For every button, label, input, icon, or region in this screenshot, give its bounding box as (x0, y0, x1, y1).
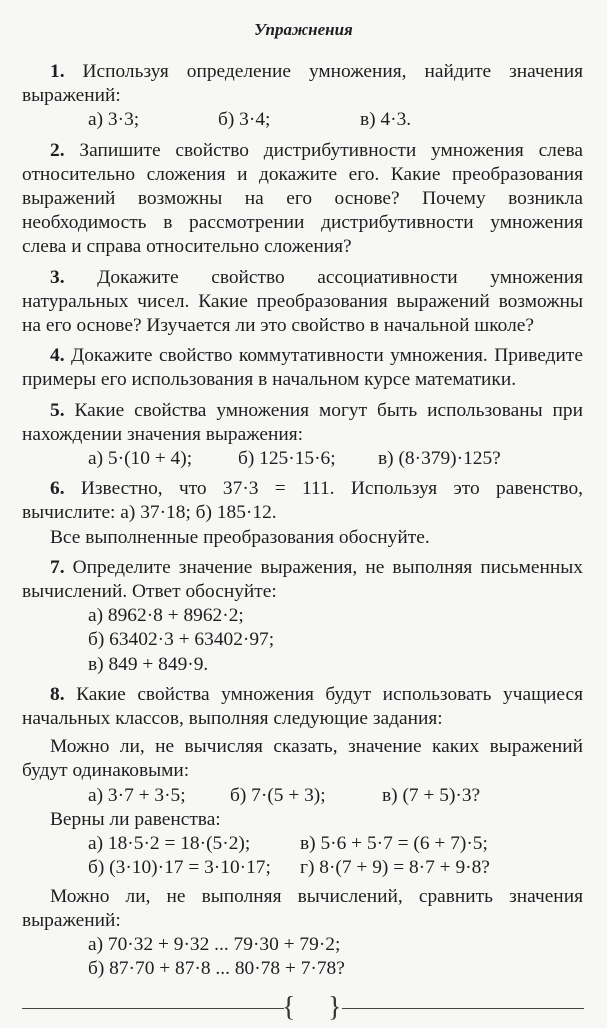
exercise-text: Запишите свойство дистрибутивности умножения слева относительно сложения и докажите его. Какие преобразования выражений возможны на его основе? Почему возникла необходимость в рассмотрении дистрибутивности умножения слева и справа относительно сложения? (22, 139, 583, 258)
option-b: б) 125·15·6; (238, 448, 336, 470)
exercise-number: 1. (50, 61, 65, 82)
item-a: а) 18·5·2 = 18·(5·2); (88, 833, 251, 855)
question-3: Можно ли, не выполняя вычислений, сравнить значения выражений: (22, 885, 583, 931)
exercise-options (22, 447, 583, 471)
option-b: б) 7·(5 + 3); (230, 784, 326, 806)
exercise-8 (22, 683, 583, 981)
exercise-text: Какие свойства умножения могут быть использованы при нахождении значения выражения: (22, 399, 583, 445)
page-number-bracket-right-icon: } (328, 992, 342, 1023)
question-1: Можно ли, не вычисляя сказать, значение каких выражений будут одинаковыми: (22, 736, 583, 782)
item-d: г) 8·(7 + 9) = 8·7 + 9·8? (300, 857, 490, 879)
exercise-7 (22, 556, 583, 677)
exercise-text: Определите значение выражения, не выполняя письменных вычислений. Ответ обоснуйте: (22, 556, 583, 603)
exercise-number: 6. (50, 478, 65, 500)
exercise-4 (22, 344, 583, 392)
item-a: а) 70·32 + 9·32 ... 79·30 + 79·2; (88, 933, 341, 955)
footer-rule-right (342, 1008, 584, 1009)
exercise-items (22, 604, 583, 677)
exercise-number: 8. (50, 683, 65, 705)
exercise-text: Используя определение умножения, найдите значения выражений: (22, 61, 583, 107)
exercise-text: Докажите свойство коммутативности умножения. Приведите примеры его использования в начальном курсе математики. (22, 345, 583, 391)
item-b: б) 87·70 + 87·8 ... 80·78 + 7·78? (88, 958, 345, 980)
exercise-6 (22, 477, 583, 550)
option-c: в) 4·3. (360, 109, 412, 131)
exercise-number: 3. (50, 266, 65, 288)
section-title: Упражнения (254, 20, 353, 39)
exercise-1 (22, 60, 583, 133)
option-a: а) 5·(10 + 4); (88, 448, 193, 470)
footer-rule-left (22, 1008, 284, 1009)
option-c: в) (7 + 5)·3? (382, 784, 481, 806)
exercise-2 (22, 139, 583, 260)
exercise-number: 7. (50, 556, 65, 578)
exercise-5 (22, 399, 583, 472)
exercise-text: Какие свойства умножения будут использовать учащиеся начальных классов, выполняя следующие задания: (22, 683, 583, 730)
exercise-3 (22, 266, 583, 339)
option-b: б) 3·4; (218, 109, 271, 131)
exercise-text: Известно, что 37·3 = 111. Используя это равенство, вычислите: а) 37·18; б) 185·12. (22, 478, 583, 524)
exercise-options (22, 108, 583, 132)
page-number-bracket-left-icon: { (282, 992, 296, 1023)
question-3-items (22, 933, 583, 981)
item-a: а) 8962·8 + 8962·2; (88, 605, 244, 627)
exercises-list (22, 60, 583, 987)
item-b: б) (3·10)·17 = 3·10·17; (88, 857, 271, 879)
item-b: б) 63402·3 + 63402·97; (88, 629, 275, 651)
option-c: в) (8·379)·125? (378, 448, 501, 470)
exercise-number: 5. (50, 399, 65, 421)
option-a: а) 3·3; (88, 109, 140, 131)
item-c: в) 849 + 849·9. (88, 653, 209, 675)
exercise-number: 2. (50, 139, 65, 161)
question-2-items (22, 832, 583, 880)
question-2: Верны ли равенства: (50, 808, 221, 830)
option-a: а) 3·7 + 3·5; (88, 784, 186, 806)
question-1-options (22, 784, 583, 808)
exercise-note: Все выполненные преобразования обоснуйте. (50, 526, 430, 548)
exercise-number: 4. (50, 345, 65, 367)
item-c: в) 5·6 + 5·7 = (6 + 7)·5; (300, 833, 488, 855)
exercise-text: Докажите свойство ассоциативности умножения натуральных чисел. Какие преобразования выражений возможны на его основе? Изучается ли это свойство в начальной школе? (22, 266, 583, 337)
